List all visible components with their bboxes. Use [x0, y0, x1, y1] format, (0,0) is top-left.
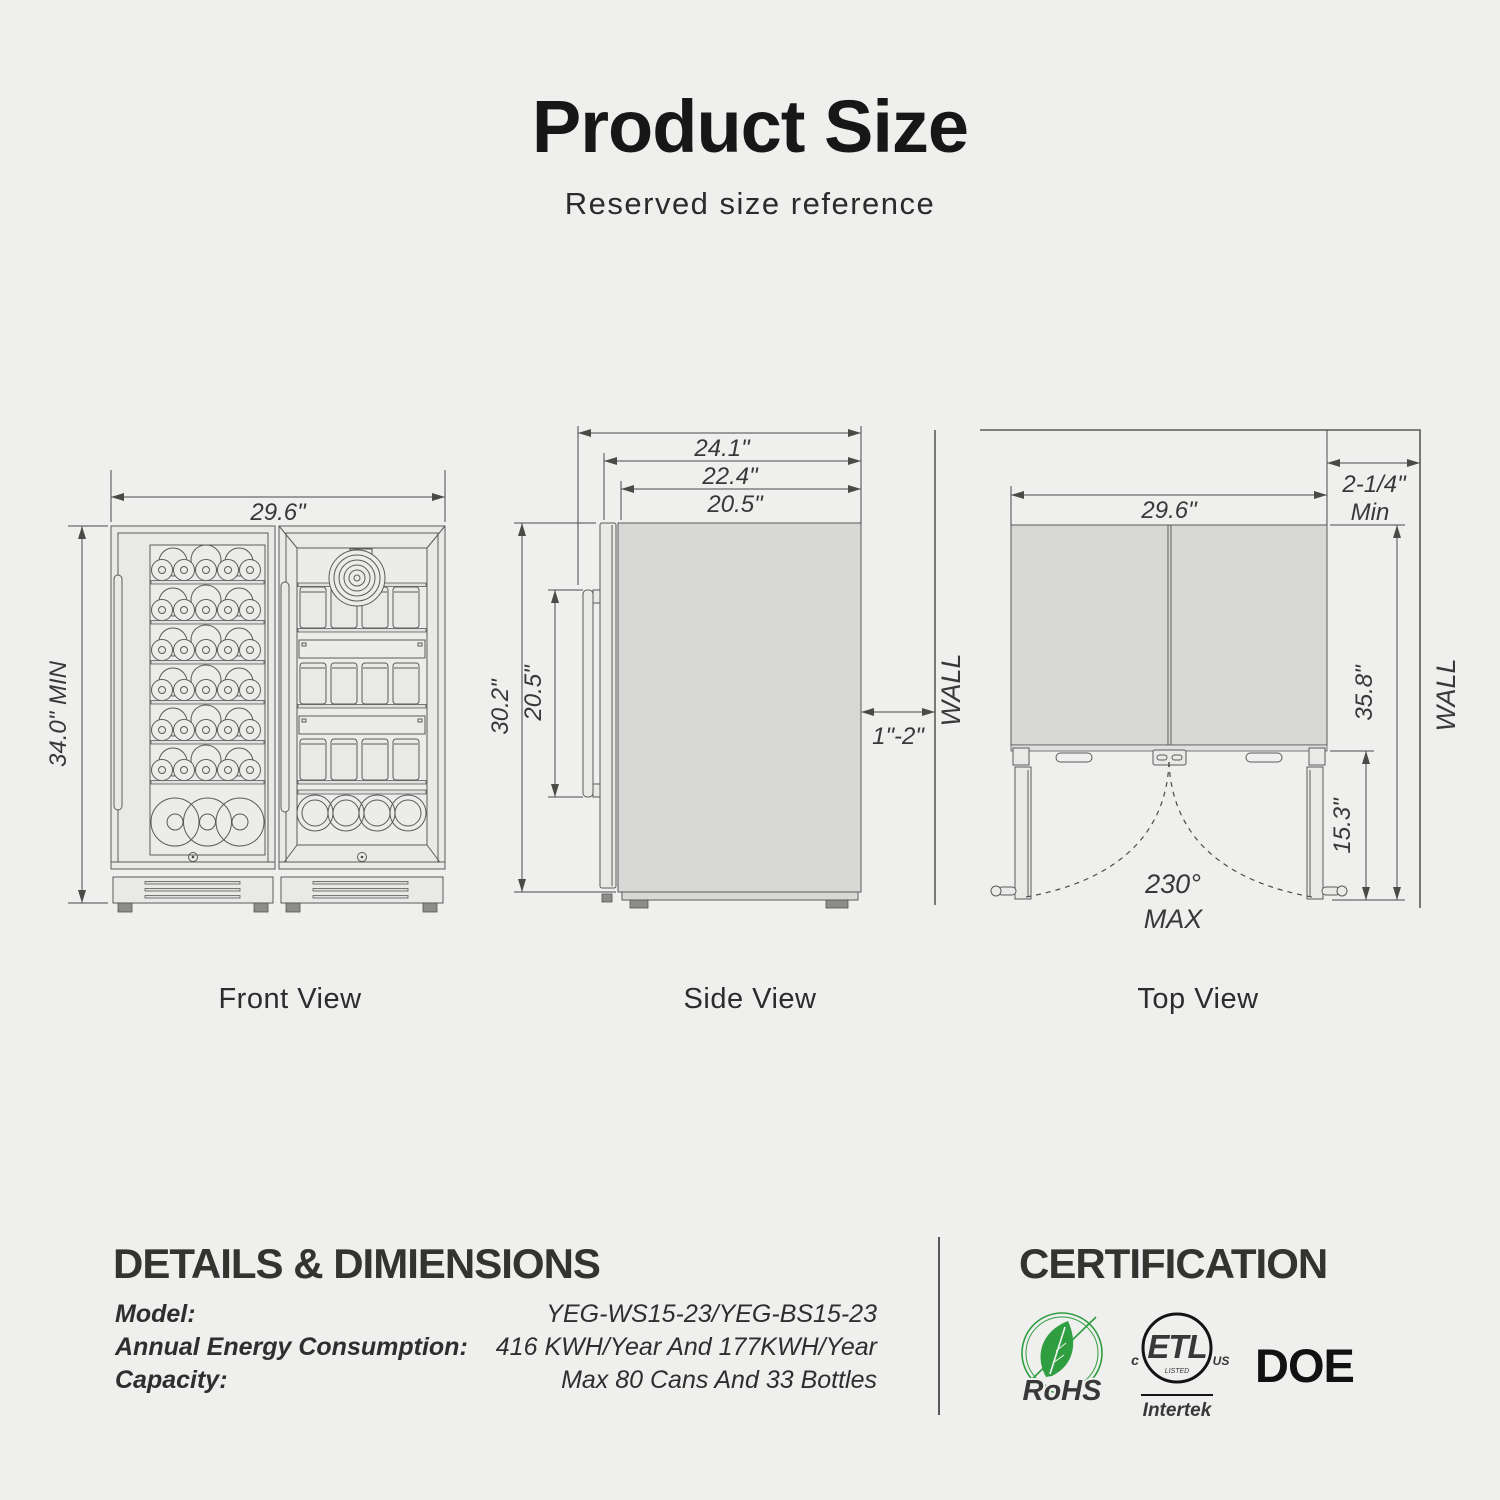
- etl-intertek-text: Intertek: [1142, 1400, 1212, 1421]
- side-handle: [583, 590, 593, 797]
- front-dim-width: [111, 470, 445, 526]
- svg-text:35.8": 35.8": [1351, 665, 1378, 721]
- beverage-fan: [329, 550, 385, 606]
- details-heading: DETAILS & DIMIENSIONS: [113, 1240, 600, 1287]
- svg-text:20.5": 20.5": [520, 665, 547, 721]
- top-wall-label: WALL: [1431, 658, 1461, 732]
- details-row-energy: [115, 1331, 877, 1364]
- top-dim-side-clearance: [1327, 459, 1420, 526]
- etl-logo-icon: [1122, 1303, 1232, 1428]
- front-dim-height: [45, 526, 108, 903]
- front-view-drawing: [45, 460, 470, 940]
- side-door: [600, 523, 616, 888]
- energy-label: Annual Energy Consumption:: [115, 1333, 468, 1361]
- capacity-label: Capacity:: [115, 1366, 228, 1394]
- top-view-drawing: [960, 410, 1490, 940]
- side-wall-label: WALL: [936, 653, 966, 727]
- side-dim-wall-gap: [861, 708, 935, 750]
- side-view-label: Side View: [683, 983, 817, 1015]
- details-row-capacity: [115, 1364, 877, 1397]
- front-beverage-unit: [279, 526, 445, 912]
- wine-door-handle: [114, 575, 122, 810]
- rohs-leaf: [1041, 1321, 1074, 1377]
- page-subtitle: Reserved size reference: [564, 186, 936, 221]
- model-value: YEG-WS15-23/YEG-BS15-23: [546, 1300, 877, 1328]
- svg-text:2-1/4": 2-1/4": [1342, 471, 1406, 498]
- etl-listed-text: LISTED: [1164, 1368, 1190, 1375]
- svg-text:Min: Min: [1350, 499, 1390, 526]
- top-cabinet: [1011, 525, 1327, 765]
- top-dim-door-swing-depth: [1329, 751, 1374, 900]
- top-dim-width: [1011, 430, 1327, 525]
- svg-text:22.4": 22.4": [702, 463, 758, 490]
- top-view-label: Top View: [1137, 983, 1259, 1015]
- rohs-text: RoHS: [1022, 1375, 1102, 1407]
- svg-text:29.6": 29.6": [1141, 497, 1197, 524]
- model-label: Model:: [115, 1300, 196, 1328]
- side-view-drawing: [487, 405, 970, 915]
- capacity-value: Max 80 Cans And 33 Bottles: [561, 1366, 877, 1394]
- top-door-angle-qualifier: MAX: [1143, 904, 1203, 934]
- details-row-model: [115, 1298, 877, 1331]
- front-dim-height-label: 34.0" MIN: [45, 661, 72, 767]
- top-right-door: [1307, 767, 1323, 899]
- svg-text:15.3": 15.3": [1329, 798, 1356, 854]
- doe-logo: DOE: [1255, 1339, 1354, 1392]
- energy-value: 416 KWH/Year And 177KWH/Year: [495, 1333, 877, 1361]
- side-dim-handle-height: [520, 590, 583, 797]
- svg-text:20.5": 20.5": [707, 491, 763, 518]
- front-wine-unit: [111, 526, 275, 912]
- front-view-label: Front View: [218, 983, 362, 1015]
- side-dim-height: [487, 523, 616, 892]
- rohs-logo-icon: [1012, 1305, 1112, 1410]
- etl-us-mark: US: [1212, 1354, 1230, 1368]
- top-left-door: [1015, 767, 1031, 899]
- svg-text:30.2": 30.2": [487, 679, 514, 735]
- beverage-can-rows: [298, 583, 426, 784]
- beverage-door-handle: [281, 582, 289, 812]
- svg-text:24.1": 24.1": [694, 435, 750, 462]
- certification-heading: CERTIFICATION: [1019, 1240, 1328, 1287]
- etl-c-mark: c: [1131, 1352, 1139, 1368]
- etl-letters: ETL: [1147, 1328, 1207, 1365]
- page-title: Product Size: [531, 85, 969, 168]
- section-divider: [938, 1237, 940, 1415]
- side-cabinet: [583, 523, 861, 908]
- top-door-angle-label: 230°: [1145, 869, 1201, 899]
- front-dim-width-label: 29.6": [250, 499, 306, 526]
- svg-text:1"-2": 1"-2": [872, 723, 924, 750]
- details-rows: [115, 1298, 877, 1397]
